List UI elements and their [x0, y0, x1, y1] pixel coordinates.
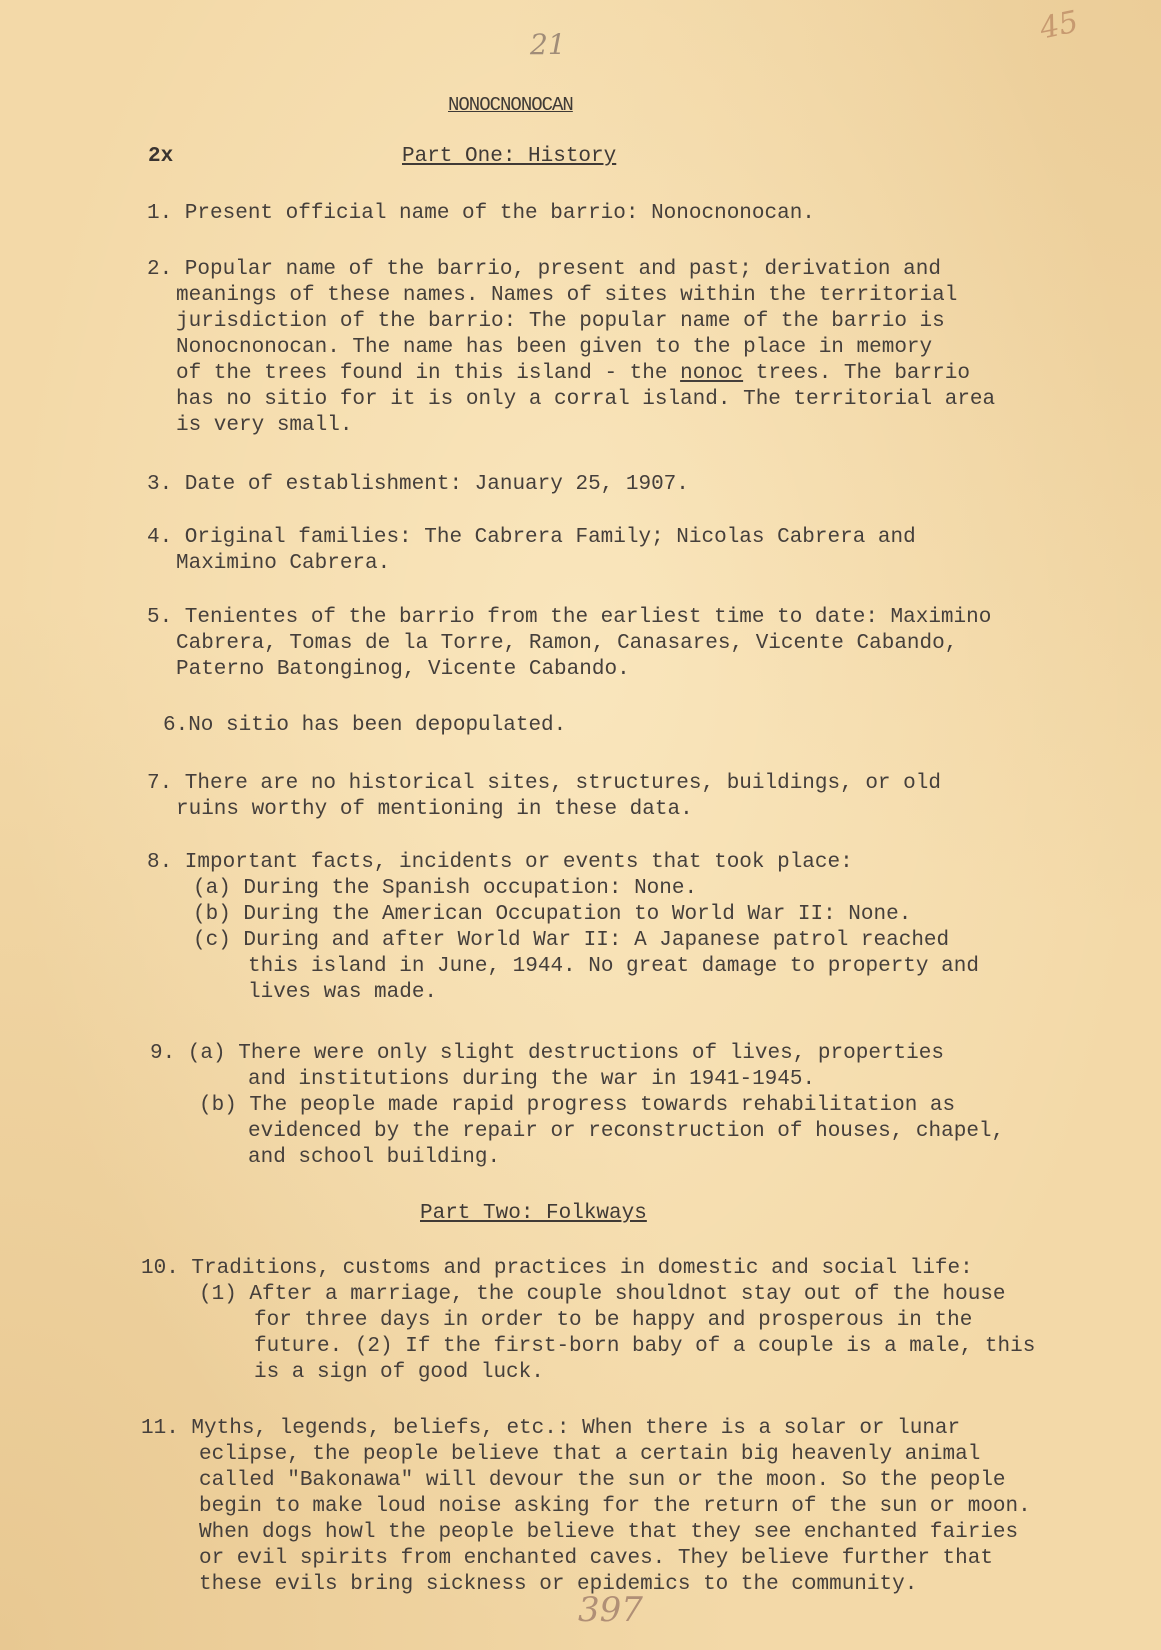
item-10-line: is a sign of good luck.	[254, 1361, 544, 1384]
item-10-line: (1) After a marriage, the couple shouldnot stay out of the house	[199, 1283, 1006, 1306]
item-11-line: When dogs howl the people believe that they see enchanted fairies	[199, 1521, 1019, 1544]
item-10-line: for three days in order to be happy and prosperous in the	[254, 1309, 973, 1332]
item-5-line: 5. Tenientes of the barrio from the earliest time to date: Maximino	[147, 606, 992, 629]
item-2-line: is very small.	[176, 414, 353, 437]
item-11-line: called "Bakonawa" will devour the sun or the moon. So the people	[199, 1469, 1006, 1492]
item-10-line: 10. Traditions, customs and practices in domestic and social life:	[141, 1257, 973, 1280]
part-two-heading: Part Two: Folkways	[420, 1202, 647, 1225]
item-3: 3. Date of establishment: January 25, 1907.	[147, 473, 689, 496]
item-11-line: or evil spirits from enchanted caves. They believe further that	[199, 1547, 993, 1570]
struck-text: 2x	[148, 145, 174, 168]
item-9-line: and institutions during the war in 1941-1945.	[248, 1068, 816, 1091]
item-10-line: future. (2) If the first-born baby of a couple is a male, this	[254, 1335, 1036, 1358]
item-11-line: begin to make loud noise asking for the return of the sun or moon.	[199, 1495, 1031, 1518]
item-2-text: of the trees found in this island - the	[176, 362, 681, 385]
item-11-line: these evils bring sickness or epidemics to the community.	[199, 1573, 918, 1596]
item-2-line: Nonocnonocan. The name has been given to the place in memory	[176, 336, 933, 359]
item-9-line: (b) The people made rapid progress towards rehabilitation as	[199, 1094, 956, 1117]
item-7-line: 7. There are no historical sites, structures, buildings, or old	[147, 772, 941, 795]
item-2-line: jurisdiction of the barrio: The popular name of the barrio is	[176, 310, 945, 333]
item-8-line: 8. Important facts, incidents or events that took place:	[147, 851, 853, 874]
part-one-heading: Part One: History	[402, 145, 617, 168]
item-9-line: evidenced by the repair or reconstruction of houses, chapel,	[248, 1120, 1005, 1143]
item-5-line: Cabrera, Tomas de la Torre, Ramon, Canasares, Vicente Cabando,	[176, 632, 958, 655]
document-title: NONOCNONOCAN	[448, 94, 573, 116]
item-4-line: Maximino Cabrera.	[176, 552, 391, 575]
item-2-line: 2. Popular name of the barrio, present and past; derivation and	[147, 258, 941, 281]
item-8a: (a) During the Spanish occupation: None.	[193, 877, 698, 900]
item-4-line: 4. Original families: The Cabrera Family; Nicolas Cabrera and	[147, 526, 916, 549]
item-2-line: has no sitio for it is only a corral island. The territorial area	[176, 388, 996, 411]
item-8c-line: this island in June, 1944. No great damage to property and	[248, 955, 979, 978]
item-2-text: trees. The barrio	[743, 362, 970, 385]
item-11-line: 11. Myths, legends, beliefs, etc.: When there is a solar or lunar	[141, 1417, 961, 1440]
handwritten-page-number: 45	[1036, 4, 1082, 47]
item-8c-line: lives was made.	[248, 981, 438, 1004]
item-11-line: eclipse, the people believe that a certain big heavenly animal	[199, 1443, 981, 1466]
item-1: 1. Present official name of the barrio: Nonocnonocan.	[147, 202, 815, 225]
archive-stamp-number: 397	[578, 1590, 643, 1630]
item-6: 6.No sitio has been depopulated.	[163, 714, 567, 737]
item-8c: (c) During and after World War II: A Japanese patrol reached	[193, 929, 950, 952]
nonoc-word: nonoc	[680, 362, 744, 385]
item-2-line: meanings of these names. Names of sites within the territorial	[176, 284, 958, 307]
item-7-line: ruins worthy of mentioning in these data.	[176, 798, 693, 821]
pencil-mark: 21	[530, 28, 566, 61]
item-2-line	[176, 361, 970, 387]
item-5-line: Paterno Batonginog, Vicente Cabando.	[176, 658, 630, 681]
item-8b: (b) During the American Occupation to World War II: None.	[193, 903, 912, 926]
item-9-line: 9. (a) There were only slight destructions of lives, properties	[150, 1042, 944, 1065]
item-9-line: and school building.	[248, 1146, 501, 1169]
